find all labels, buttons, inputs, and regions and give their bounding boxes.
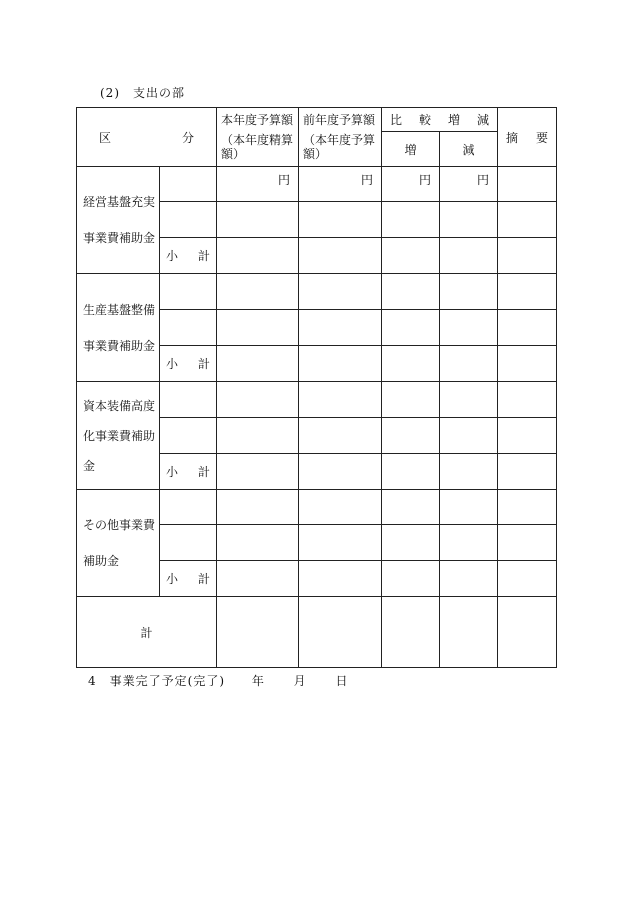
category-label: [77, 274, 160, 382]
header-previous-budget: [299, 108, 382, 167]
header-remarks: 摘 要: [498, 108, 557, 167]
table-cell: [382, 238, 440, 274]
table-cell: [440, 454, 498, 490]
header-decrease: 減: [440, 132, 498, 167]
header-kubun: 区 分: [77, 108, 217, 167]
category-label: [77, 382, 160, 490]
table-cell: [382, 597, 440, 668]
category-line: 補助金: [83, 554, 120, 568]
table-cell: [440, 274, 498, 310]
table-cell: [440, 346, 498, 382]
section-heading: (2) 支出の部: [100, 86, 185, 100]
header-previous-budget-sub: （本年度予算額）: [303, 133, 376, 161]
table-cell: [498, 597, 557, 668]
table-cell: [217, 382, 299, 418]
table-cell: [217, 202, 299, 238]
table-cell: [160, 490, 217, 525]
table-cell: [440, 238, 498, 274]
table-cell: [299, 454, 382, 490]
expenditure-table: [76, 107, 557, 668]
table-cell: [440, 202, 498, 238]
header-previous-budget-label: 前年度予算額: [303, 113, 376, 127]
table-cell: [498, 454, 557, 490]
unit-label: 円: [382, 167, 440, 202]
category-line: 生産基盤整備: [83, 302, 156, 317]
table-cell: [382, 454, 440, 490]
header-increase: 増: [382, 132, 440, 167]
total-label: 計: [77, 597, 217, 668]
table-cell: [217, 597, 299, 668]
subtotal-label: 小 計: [160, 454, 217, 490]
table-cell: [498, 202, 557, 238]
table-cell: [382, 202, 440, 238]
table-cell: [382, 561, 440, 597]
table-cell: [498, 490, 557, 525]
table-cell: [160, 418, 217, 454]
table-cell: [382, 418, 440, 454]
year-label: 年: [251, 674, 265, 688]
table-cell: [440, 418, 498, 454]
table-cell: [217, 454, 299, 490]
table-cell: [299, 418, 382, 454]
day-label: 日: [335, 674, 349, 688]
table-cell: [217, 561, 299, 597]
table-cell: [217, 525, 299, 561]
table-cell: [160, 310, 217, 346]
category-line: 金: [83, 458, 96, 473]
table-cell: [382, 346, 440, 382]
table-cell: [498, 525, 557, 561]
subtotal-label: 小 計: [160, 238, 217, 274]
table-cell: [299, 382, 382, 418]
table-cell: [382, 525, 440, 561]
completion-schedule: [88, 672, 349, 689]
table-cell: [299, 597, 382, 668]
table-cell: [382, 310, 440, 346]
table-cell: [498, 418, 557, 454]
table-cell: [498, 167, 557, 202]
table-cell: [498, 238, 557, 274]
category-label: [77, 167, 160, 274]
table-cell: [217, 346, 299, 382]
table-cell: [382, 490, 440, 525]
table-cell: [217, 310, 299, 346]
table-cell: [382, 382, 440, 418]
table-cell: [440, 382, 498, 418]
table-cell: [440, 597, 498, 668]
header-current-budget-label: 本年度予算額: [221, 113, 294, 127]
table-cell: [160, 274, 217, 310]
table-cell: [299, 561, 382, 597]
table-cell: [299, 274, 382, 310]
table-cell: [217, 418, 299, 454]
table-cell: [498, 382, 557, 418]
unit-label: 円: [217, 167, 299, 202]
category-label: [77, 490, 160, 597]
table-cell: [299, 238, 382, 274]
table-cell: [299, 490, 382, 525]
category-line: 経営基盤充実: [83, 195, 156, 209]
month-label: 月: [293, 674, 307, 688]
table-cell: [299, 525, 382, 561]
table-cell: [160, 525, 217, 561]
header-current-budget-sub: （本年度精算額）: [221, 133, 294, 161]
unit-label: 円: [299, 167, 382, 202]
table-cell: [498, 561, 557, 597]
subtotal-label: 小 計: [160, 561, 217, 597]
table-cell: [299, 310, 382, 346]
category-line: 事業費補助金: [83, 338, 156, 353]
completion-item: 4 事業完了予定(完了): [88, 674, 225, 688]
table-cell: [160, 382, 217, 418]
table-cell: [299, 202, 382, 238]
table-cell: [498, 310, 557, 346]
table-cell: [498, 274, 557, 310]
category-line: その他事業費: [83, 518, 156, 532]
table-cell: [440, 525, 498, 561]
subtotal-label: 小 計: [160, 346, 217, 382]
category-line: 事業費補助金: [83, 231, 156, 245]
table-cell: [498, 346, 557, 382]
table-cell: [440, 310, 498, 346]
category-line: 化事業費補助: [83, 428, 156, 443]
table-cell: [217, 490, 299, 525]
table-cell: [160, 167, 217, 202]
table-cell: [217, 274, 299, 310]
header-current-budget: [217, 108, 299, 167]
header-comparison: 比 較 増 減: [382, 108, 498, 132]
table-cell: [299, 346, 382, 382]
table-cell: [160, 202, 217, 238]
table-cell: [440, 561, 498, 597]
category-line: 資本装備高度: [83, 398, 156, 413]
table-cell: [217, 238, 299, 274]
table-cell: [382, 274, 440, 310]
unit-label: 円: [440, 167, 498, 202]
table-cell: [440, 490, 498, 525]
